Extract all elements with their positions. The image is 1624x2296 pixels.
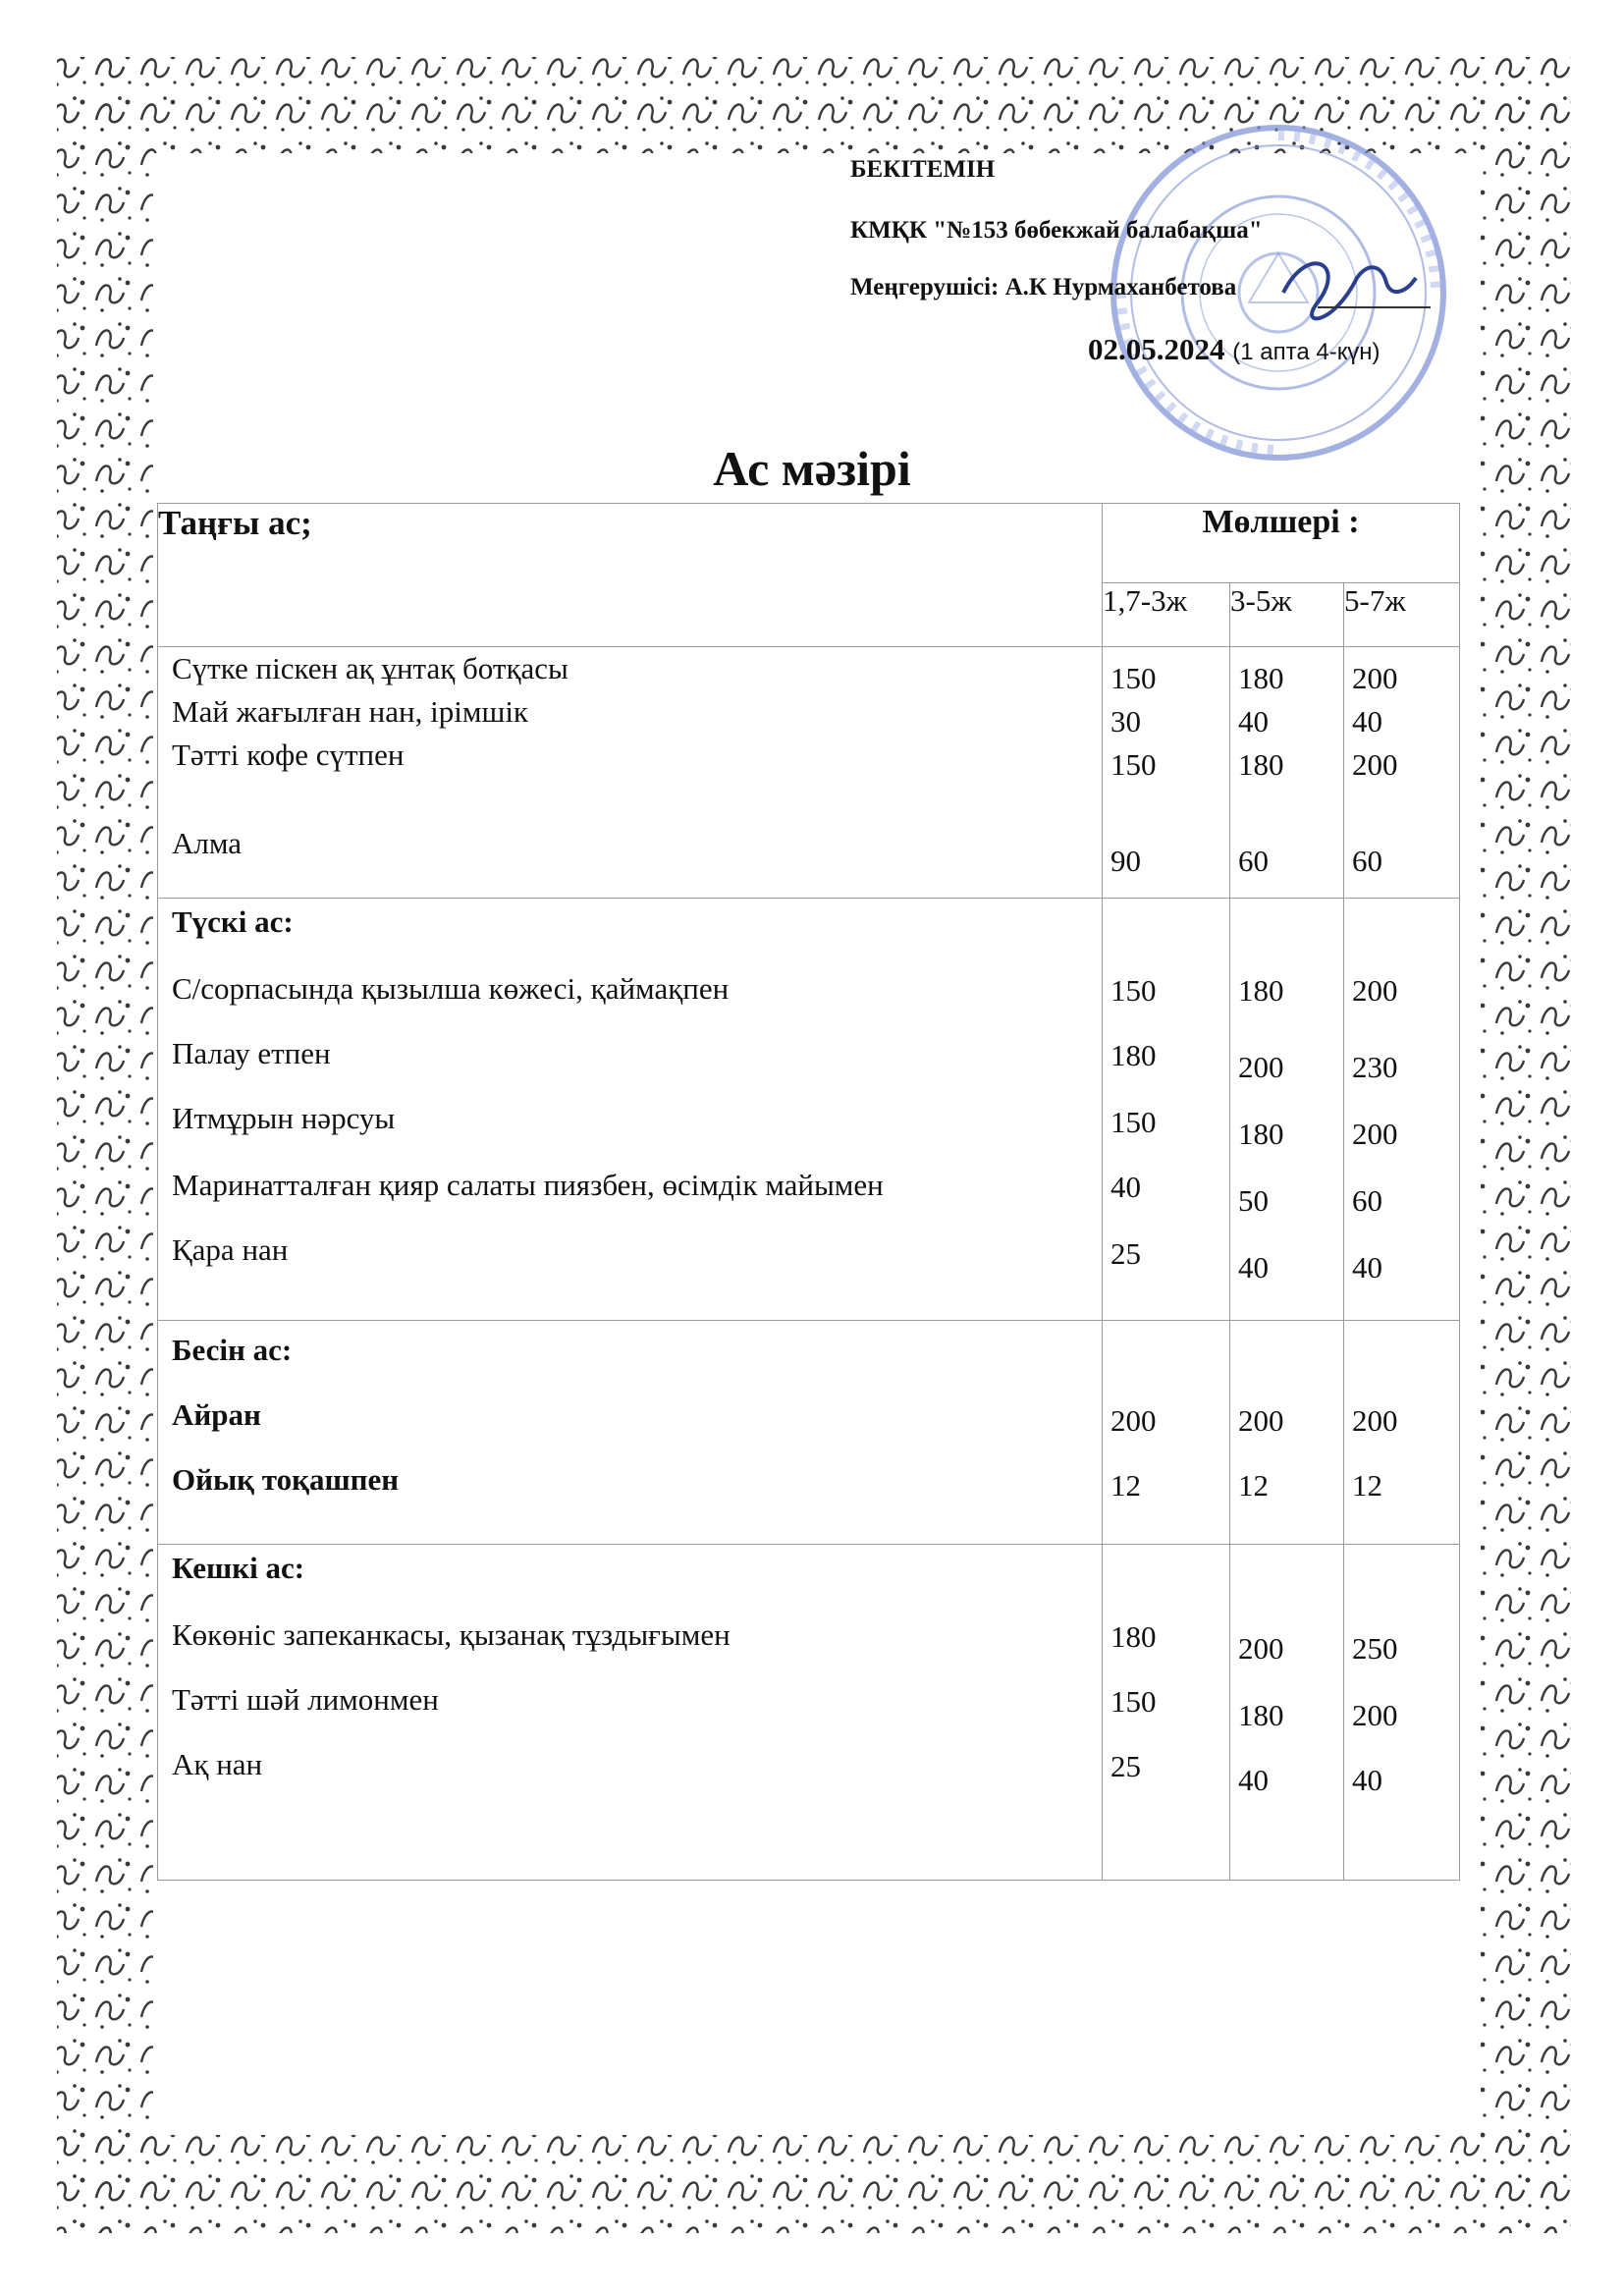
portion-value: 40: [1110, 1170, 1141, 1204]
list-item: Сүтке піскен ақ ұнтақ ботқасы: [172, 651, 568, 685]
list-item: Ойық тоқашпен: [172, 1462, 400, 1497]
portion-value: 40: [1352, 704, 1382, 738]
portion-value: 200: [1352, 1403, 1398, 1438]
portion-value: 150: [1110, 1684, 1157, 1719]
lunch-title: Түскі ас:: [172, 904, 294, 939]
portion-value: 150: [1110, 1105, 1157, 1139]
portion-value: 40: [1352, 1250, 1382, 1285]
portion-value: 200: [1352, 747, 1398, 782]
list-item: Айран: [172, 1397, 261, 1432]
portion-value: 180: [1238, 1117, 1284, 1151]
portion-value: 200: [1352, 1117, 1398, 1151]
list-item: Палау етпен: [172, 1036, 331, 1070]
portion-value: 12: [1110, 1468, 1141, 1503]
snack-section: [158, 1321, 1460, 1545]
organization-name: КМҚК "№153 бөбекжай балабақша": [850, 217, 1263, 244]
lunch-section: [158, 899, 1460, 1321]
portion-value: 40: [1238, 704, 1269, 738]
portion-value: 200: [1238, 1403, 1284, 1438]
menu-table: [157, 503, 1460, 1881]
portion-value: 25: [1110, 1236, 1141, 1271]
portion-value: 200: [1110, 1403, 1157, 1438]
list-item: Қара нан: [172, 1232, 289, 1267]
dinner-section: [158, 1545, 1460, 1881]
portion-value: 200: [1238, 1631, 1284, 1666]
portion-value: 60: [1352, 1183, 1382, 1218]
menu-date: 02.05.2024 (1 апта 4-күн): [1088, 332, 1380, 366]
portion-value: 40: [1352, 1763, 1382, 1797]
portion-value: 12: [1238, 1468, 1269, 1503]
list-item: Тәтті кофе сүтпен: [172, 738, 405, 772]
portion-value: 180: [1238, 1698, 1284, 1732]
day-note: 1 апта 4-күн): [1240, 339, 1380, 365]
portion-value: 180: [1238, 973, 1284, 1008]
list-item: Итмұрын нәрсуы: [172, 1101, 396, 1135]
age-col-1: 1,7-3ж: [1103, 583, 1230, 647]
portion-value: 200: [1352, 1698, 1398, 1732]
portion-value: 150: [1110, 973, 1157, 1008]
age-col-2: 3-5ж: [1230, 583, 1344, 647]
portion-value: 150: [1110, 661, 1157, 695]
page-title: Ас мәзірі: [713, 441, 911, 496]
portion-value: 200: [1352, 661, 1398, 695]
breakfast-section: [158, 647, 1460, 899]
portion-value: 12: [1352, 1468, 1382, 1503]
head-name: Меңгерушісі: А.К Нурмаханбетова: [850, 274, 1237, 301]
date-value: 02.05.2024: [1088, 332, 1225, 366]
portion-value: 40: [1238, 1763, 1269, 1797]
snack-title: Бесін ас:: [172, 1333, 293, 1367]
list-item: Көкөніс запеканкасы, қызанақ тұздығымен: [172, 1617, 731, 1652]
list-item: Тәтті шәй лимонмен: [172, 1682, 439, 1717]
portion-value: 200: [1238, 1050, 1284, 1084]
age-col-3: 5-7ж: [1344, 583, 1460, 647]
portion-value: 250: [1352, 1631, 1398, 1666]
list-item: Май жағылған нан, ірімшік: [172, 694, 528, 729]
dinner-title: Кешкі ас:: [172, 1551, 305, 1585]
portion-value: 200: [1352, 973, 1398, 1008]
list-item: Ақ нан: [172, 1747, 263, 1781]
approval-word: БЕКІТЕМІН: [850, 156, 996, 183]
portion-header: Мөлшері :: [1103, 504, 1460, 583]
portion-value: 90: [1110, 844, 1141, 878]
portion-value: 180: [1238, 747, 1284, 782]
breakfast-header: Таңғы ас;: [158, 504, 1103, 647]
portion-value: 40: [1238, 1250, 1269, 1285]
portion-value: 30: [1110, 704, 1141, 738]
signature-icon: [1283, 263, 1416, 318]
portion-value: 180: [1110, 1038, 1157, 1072]
portion-value: 60: [1352, 844, 1382, 878]
list-item: Маринатталған қияр салаты пиязбен, өсімдік майымен: [172, 1168, 884, 1202]
portion-value: 150: [1110, 747, 1157, 782]
list-item: С/сорпасында қызылша көжесі, қаймақпен: [172, 971, 730, 1006]
portion-value: 180: [1110, 1619, 1157, 1654]
list-item: Алма: [172, 826, 243, 860]
portion-value: 50: [1238, 1183, 1269, 1218]
portion-value: 25: [1110, 1749, 1141, 1783]
portion-value: 60: [1238, 844, 1269, 878]
portion-value: 180: [1238, 661, 1284, 695]
portion-value: 230: [1352, 1050, 1398, 1084]
